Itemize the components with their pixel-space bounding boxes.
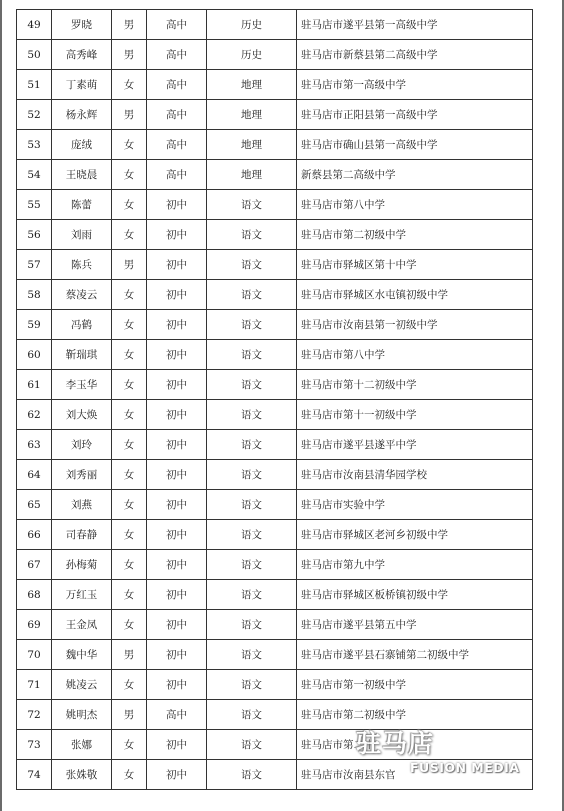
subject-cell: 历史 [207,40,297,70]
row-number-cell: 71 [17,670,52,700]
row-number-cell: 72 [17,700,52,730]
table-row [17,400,533,430]
subject-cell: 语文 [207,400,297,430]
table-row [17,160,533,190]
row-number-cell: 56 [17,220,52,250]
row-number-cell: 54 [17,160,52,190]
gender-cell: 女 [112,580,147,610]
teacher-name-cell: 刘大焕 [52,400,112,430]
teacher-name-cell: 陈蕾 [52,190,112,220]
gender-cell: 女 [112,490,147,520]
watermark-english-text: FUSION MEDIA [410,760,520,775]
row-number-cell: 74 [17,760,52,790]
teacher-name-cell: 冯鹤 [52,310,112,340]
table-row [17,580,533,610]
row-number-cell: 66 [17,520,52,550]
school-level-cell: 初中 [147,430,207,460]
row-number-cell: 67 [17,550,52,580]
table-row [17,640,533,670]
row-number-cell: 59 [17,310,52,340]
row-number-cell: 64 [17,460,52,490]
row-number-cell: 68 [17,580,52,610]
school-name-cell: 驻马店市汝南县东官 [297,760,533,790]
gender-cell: 女 [112,610,147,640]
gender-cell: 男 [112,40,147,70]
school-level-cell: 初中 [147,250,207,280]
table-row [17,220,533,250]
school-level-cell: 初中 [147,520,207,550]
table-body [17,10,533,790]
school-level-cell: 初中 [147,220,207,250]
school-name-cell: 驻马店市第一初级中学 [297,670,533,700]
teacher-name-cell: 刘秀丽 [52,460,112,490]
teacher-name-cell: 魏中华 [52,640,112,670]
subject-cell: 地理 [207,70,297,100]
table-row [17,280,533,310]
row-number-cell: 55 [17,190,52,220]
row-number-cell: 51 [17,70,52,100]
gender-cell: 女 [112,460,147,490]
subject-cell: 语文 [207,250,297,280]
school-level-cell: 初中 [147,400,207,430]
table-row [17,670,533,700]
subject-cell: 语文 [207,190,297,220]
teacher-name-cell: 庞绒 [52,130,112,160]
school-level-cell: 初中 [147,370,207,400]
teacher-name-cell: 刘玲 [52,430,112,460]
gender-cell: 女 [112,220,147,250]
subject-cell: 地理 [207,100,297,130]
gender-cell: 女 [112,190,147,220]
row-number-cell: 53 [17,130,52,160]
teacher-name-cell: 陈兵 [52,250,112,280]
school-name-cell: 驻马店市第十一初级中学 [297,400,533,430]
school-name-cell: 驻马店市汝南县清华园学校 [297,460,533,490]
gender-cell: 男 [112,640,147,670]
table-row [17,730,533,760]
school-level-cell: 高中 [147,100,207,130]
school-name-cell: 驻马店市实验中学 [297,490,533,520]
teacher-roster-table [16,9,533,790]
table-row [17,190,533,220]
school-name-cell: 驻马店市遂平县石寨铺第二初级中学 [297,640,533,670]
teacher-name-cell: 杨永辉 [52,100,112,130]
subject-cell: 语文 [207,700,297,730]
table-row [17,250,533,280]
school-name-cell: 驻马店市遂平县第一高级中学 [297,10,533,40]
school-level-cell: 初中 [147,670,207,700]
school-level-cell: 高中 [147,70,207,100]
gender-cell: 女 [112,70,147,100]
gender-cell: 女 [112,430,147,460]
table-row [17,340,533,370]
row-number-cell: 49 [17,10,52,40]
gender-cell: 女 [112,340,147,370]
teacher-name-cell: 靳瑞琪 [52,340,112,370]
school-level-cell: 初中 [147,730,207,760]
subject-cell: 语文 [207,310,297,340]
school-name-cell: 驻马店市正阳县第一高级中学 [297,100,533,130]
school-level-cell: 高中 [147,130,207,160]
teacher-name-cell: 姚明杰 [52,700,112,730]
teacher-name-cell: 刘燕 [52,490,112,520]
subject-cell: 语文 [207,610,297,640]
school-level-cell: 初中 [147,460,207,490]
row-number-cell: 70 [17,640,52,670]
teacher-name-cell: 高秀峰 [52,40,112,70]
school-level-cell: 高中 [147,40,207,70]
school-name-cell: 驻马店市遂平县遂平中学 [297,430,533,460]
school-level-cell: 初中 [147,340,207,370]
gender-cell: 女 [112,730,147,760]
school-name-cell: 驻马店市驿城区板桥镇初级中学 [297,580,533,610]
table-row [17,550,533,580]
subject-cell: 语文 [207,430,297,460]
teacher-name-cell: 王晓晨 [52,160,112,190]
gender-cell: 女 [112,400,147,430]
school-level-cell: 初中 [147,640,207,670]
teacher-name-cell: 张娜 [52,730,112,760]
subject-cell: 语文 [207,580,297,610]
subject-cell: 语文 [207,640,297,670]
gender-cell: 女 [112,310,147,340]
school-name-cell: 驻马店市第八中学 [297,340,533,370]
school-name-cell: 驻马店市遂平县第五中学 [297,610,533,640]
gender-cell: 女 [112,370,147,400]
school-level-cell: 初中 [147,610,207,640]
row-number-cell: 57 [17,250,52,280]
subject-cell: 语文 [207,760,297,790]
row-number-cell: 50 [17,40,52,70]
gender-cell: 男 [112,250,147,280]
table-row [17,40,533,70]
school-name-cell: 驻马店市驿城区老河乡初级中学 [297,520,533,550]
school-name-cell: 驻马店市汝南县第一初级中学 [297,310,533,340]
teacher-name-cell: 万红玉 [52,580,112,610]
row-number-cell: 62 [17,400,52,430]
row-number-cell: 52 [17,100,52,130]
row-number-cell: 63 [17,430,52,460]
school-name-cell: 驻马店市第二十 [297,730,533,760]
school-name-cell: 驻马店市第二初级中学 [297,220,533,250]
table-row [17,610,533,640]
gender-cell: 女 [112,130,147,160]
table-row [17,760,533,790]
row-number-cell: 58 [17,280,52,310]
school-name-cell: 驻马店市第二初级中学 [297,700,533,730]
row-number-cell: 73 [17,730,52,760]
table-row [17,490,533,520]
school-level-cell: 高中 [147,700,207,730]
school-level-cell: 初中 [147,190,207,220]
teacher-name-cell: 司春静 [52,520,112,550]
school-level-cell: 初中 [147,280,207,310]
subject-cell: 语文 [207,490,297,520]
table-row [17,70,533,100]
left-page-edge [0,0,2,811]
school-name-cell: 驻马店市第十二初级中学 [297,370,533,400]
subject-cell: 语文 [207,370,297,400]
subject-cell: 历史 [207,10,297,40]
table-row [17,100,533,130]
teacher-name-cell: 蔡凌云 [52,280,112,310]
school-level-cell: 高中 [147,160,207,190]
school-name-cell: 新蔡县第二高级中学 [297,160,533,190]
table-row [17,700,533,730]
gender-cell: 男 [112,700,147,730]
subject-cell: 地理 [207,160,297,190]
row-number-cell: 60 [17,340,52,370]
teacher-name-cell: 姚凌云 [52,670,112,700]
table-row [17,460,533,490]
teacher-name-cell: 李玉华 [52,370,112,400]
row-number-cell: 61 [17,370,52,400]
table-row [17,430,533,460]
school-level-cell: 初中 [147,580,207,610]
teacher-name-cell: 孙梅菊 [52,550,112,580]
school-name-cell: 驻马店市第一高级中学 [297,70,533,100]
watermark-chinese-text: 驻马店 [356,729,435,758]
teacher-name-cell: 丁素萌 [52,70,112,100]
subject-cell: 语文 [207,280,297,310]
subject-cell: 语文 [207,340,297,370]
subject-cell: 地理 [207,130,297,160]
row-number-cell: 69 [17,610,52,640]
subject-cell: 语文 [207,550,297,580]
school-level-cell: 初中 [147,550,207,580]
school-level-cell: 初中 [147,310,207,340]
school-name-cell: 驻马店市确山县第一高级中学 [297,130,533,160]
teacher-name-cell: 刘雨 [52,220,112,250]
gender-cell: 男 [112,10,147,40]
table-row [17,310,533,340]
table-row [17,370,533,400]
teacher-name-cell: 罗晓 [52,10,112,40]
school-name-cell: 驻马店市第八中学 [297,190,533,220]
school-name-cell: 驻马店市第九中学 [297,550,533,580]
school-name-cell: 驻马店市新蔡县第二高级中学 [297,40,533,70]
gender-cell: 女 [112,670,147,700]
table-row [17,10,533,40]
subject-cell: 语文 [207,730,297,760]
gender-cell: 女 [112,520,147,550]
school-level-cell: 初中 [147,760,207,790]
school-level-cell: 高中 [147,10,207,40]
table-row [17,130,533,160]
row-number-cell: 65 [17,490,52,520]
school-level-cell: 初中 [147,490,207,520]
school-name-cell: 驻马店市驿城区水屯镇初级中学 [297,280,533,310]
subject-cell: 语文 [207,520,297,550]
school-name-cell: 驻马店市驿城区第十中学 [297,250,533,280]
teacher-name-cell: 王金凤 [52,610,112,640]
teacher-name-cell: 张姝敬 [52,760,112,790]
subject-cell: 语文 [207,220,297,250]
subject-cell: 语文 [207,460,297,490]
table-row [17,520,533,550]
gender-cell: 女 [112,160,147,190]
gender-cell: 女 [112,760,147,790]
gender-cell: 女 [112,550,147,580]
gender-cell: 女 [112,280,147,310]
subject-cell: 语文 [207,670,297,700]
gender-cell: 男 [112,100,147,130]
